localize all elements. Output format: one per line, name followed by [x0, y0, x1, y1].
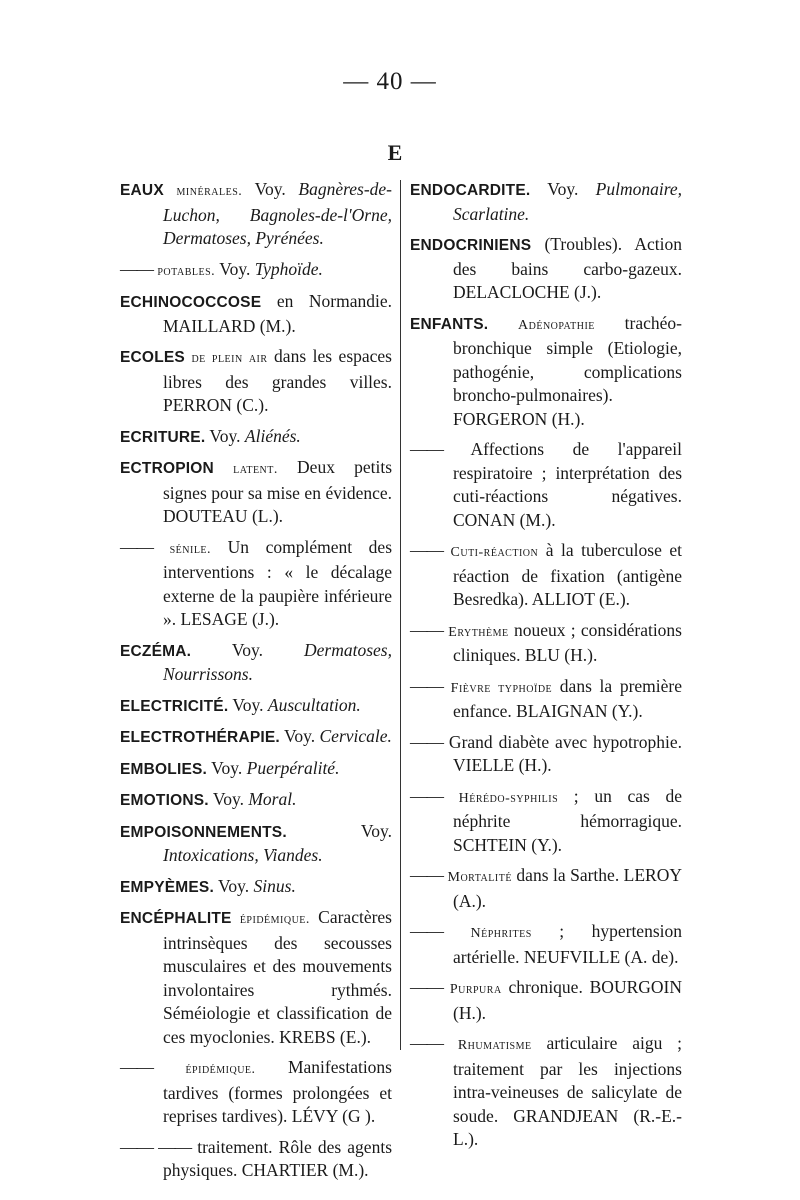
entry-reference: Bagnères-de-Luchon, Bagnoles-de-l'Orne, Dermatoses, Pyrénées. [163, 179, 392, 248]
entry-reference: Aliénés. [244, 425, 301, 446]
index-entry [120, 725, 392, 750]
entry-dash: —— [410, 785, 443, 806]
entry-body: dans la première enfance. BLAIGNAN (Y.). [453, 675, 682, 721]
entry-reference: Typhoïde. [254, 258, 323, 279]
entry-reference: Puerpéralité. [246, 757, 340, 778]
entry-body: noueux ; considérations cliniques. BLU (H.). [453, 619, 682, 665]
entry-body: Voy. [215, 258, 255, 279]
left-column [120, 178, 392, 1190]
entry-body: Voy. [286, 820, 392, 841]
entry-body: Voy. [207, 757, 247, 778]
index-entry [120, 536, 392, 632]
entry-term: EMOTIONS. [120, 792, 209, 809]
entry-dash: —— [410, 675, 443, 696]
index-entry [410, 864, 682, 913]
entry-subterm: Rhumatisme [457, 1038, 532, 1053]
entry-term: ENCÉPHALITE [120, 910, 232, 927]
entry-term: ECRITURE. [120, 428, 206, 446]
entry-body: Manifestations tardives (formes prolongées et reprises tardives). LÉVY (G ). [163, 1057, 392, 1126]
index-entry [120, 639, 392, 687]
entry-body: Voy. [228, 694, 268, 715]
index-entry [120, 1136, 392, 1183]
entry-body: chronique. BOURGOIN (H.). [453, 977, 682, 1023]
index-entry [120, 1056, 392, 1129]
index-entry [410, 785, 682, 858]
index-entry [120, 906, 392, 1049]
entry-subterm: Néphrites [470, 926, 532, 941]
index-entry [410, 539, 682, 612]
section-letter: E [387, 140, 403, 165]
entry-body: articulaire aigu ; traitement par les injections intra-veineuses de salicylate de soude. GRANDJEAN (R.-E.-L.). [453, 1033, 683, 1149]
entry-subterm: minérales. [176, 184, 243, 199]
entry-reference: Sinus. [253, 875, 296, 896]
index-entry [120, 788, 392, 813]
index-entry [410, 976, 682, 1025]
entry-reference: Pulmonaire, Scarlatine. [453, 179, 682, 224]
page-number: — 40 — [343, 68, 437, 95]
entry-body: trachéo-bronchique simple (Etiologie, pathogénie, complications broncho-pulmonaires). FORGERON (H.). [453, 312, 682, 429]
entry-body: Voy. [208, 789, 249, 809]
entry-dash: —— [410, 921, 443, 941]
index-entry [410, 1032, 682, 1152]
entry-body: Voy. [191, 639, 305, 660]
index-entry [120, 290, 392, 338]
entry-dash: —— [410, 865, 443, 885]
index-entry [410, 233, 682, 305]
entry-body: dans les espaces libres des grandes villes. PERRON (C.). [163, 346, 392, 415]
entry-term: EAUX [120, 182, 164, 199]
entry-dash: —— [120, 1057, 153, 1077]
entry-term: ENDOCRINIENS [410, 237, 532, 254]
entry-body: traitement. Rôle des agents physiques. CHARTIER (M.). [163, 1136, 393, 1180]
entry-reference: Intoxications, Viandes. [163, 845, 323, 865]
entry-dash: —— [120, 258, 153, 279]
entry-term: ELECTRICITÉ. [120, 697, 229, 715]
entry-body: ; un cas de néphrite hémorragique. SCHTEIN (Y.). [453, 785, 682, 855]
index-entry [120, 178, 392, 251]
entry-body: en Normandie. MAILLARD (M.). [163, 291, 392, 336]
entry-body: Voy. [530, 179, 596, 199]
entry-term: EMPYÈMES. [120, 878, 214, 896]
entry-subterm: Hérédo-syphilis [458, 790, 559, 806]
index-entry [120, 875, 392, 900]
entry-subterm: épidémique. [185, 1062, 256, 1077]
entry-body: Caractères intrinsèques des secousses musculaires et des mouvements involontaires rythmés. Séméiologie et classification de ces myoclonies. KREBS (E.). [163, 907, 392, 1047]
index-entry [120, 820, 392, 868]
entry-body: Deux petits signes pour sa mise en évidence. DOUTEAU (L.). [163, 457, 393, 526]
entry-dash: —— [410, 439, 443, 459]
entry-term: EMBOLIES. [120, 760, 208, 778]
index-entry [120, 456, 392, 529]
entry-body: Grand diabète avec hypotrophie. VIELLE (H.). [443, 731, 682, 775]
entry-subterm: Adénopathie [518, 317, 595, 333]
index-entry [120, 345, 392, 418]
index-entry [410, 731, 682, 778]
entry-body: Voy. [279, 726, 320, 746]
entry-subterm: de plein air [191, 351, 268, 366]
index-entry [410, 675, 682, 724]
entry-term: ECHINOCOCCOSE [120, 294, 262, 311]
entry-term: ENFANTS. [410, 315, 489, 333]
index-entry [410, 178, 682, 226]
entry-subterm: Cuti-réaction [450, 545, 539, 560]
entry-dash: —— [410, 619, 443, 640]
index-entry [410, 438, 682, 532]
entry-body: Voy. [213, 875, 254, 896]
index-entry [410, 920, 682, 969]
index-entry [120, 694, 392, 719]
index-entry [120, 757, 392, 782]
entry-body: à la tuberculose et réaction de fixation (antigène Besredka). ALLIOT (E.). [453, 540, 682, 609]
entry-body: ; hypertension artérielle. NEUFVILLE (A. de). [453, 921, 682, 967]
entry-term: ECOLES [120, 349, 185, 366]
entry-subterm: Purpura [449, 982, 502, 997]
entry-subterm: Erythème [448, 624, 509, 640]
entry-subterm: sénile. [169, 541, 212, 557]
entry-dash: —— [410, 731, 443, 752]
entry-body: Voy. [205, 425, 245, 446]
entry-subterm: Fièvre typhoïde [450, 680, 553, 696]
entry-dash: —— [410, 977, 443, 997]
entry-subterm: potables. [157, 263, 216, 279]
index-entry [410, 312, 682, 432]
index-entry [120, 425, 392, 450]
entry-dash: —— [120, 536, 153, 557]
index-entry [120, 258, 392, 284]
entry-subterm: épidémique. [239, 912, 310, 927]
entry-reference: Dermatoses, Nourrissons. [163, 639, 392, 684]
entry-body: (Troubles). Action des bains carbo-gazeux. DELACLOCHE (J.). [453, 234, 682, 302]
entry-subterm: latent. [233, 462, 278, 477]
entry-dash: —— [410, 1033, 443, 1053]
entry-term: ELECTROTHÉRAPIE. [120, 729, 280, 746]
entry-term: EMPOISONNEMENTS. [120, 823, 287, 841]
entry-term: ECTROPION [120, 460, 214, 477]
entry-term: ECZÉMA. [120, 642, 192, 660]
entry-body: Un complément des interventions : « le décalage externe de la paupière inférieure ». LESAGE (J.). [163, 536, 393, 629]
entry-body: dans la Sarthe. LEROY (A.). [453, 865, 683, 911]
index-entry [410, 619, 682, 668]
entry-body: Voy. [242, 179, 299, 199]
entry-reference: Moral. [248, 789, 297, 809]
entry-dash: —— —— [120, 1136, 192, 1157]
column-divider [400, 180, 401, 1050]
right-column [410, 178, 682, 1159]
entry-reference: Auscultation. [267, 694, 361, 715]
entry-body: Affections de l'appareil respiratoire ; interprétation des cuti-réactions négatives. CONAN (M.). [443, 439, 682, 530]
entry-subterm: Mortalité [447, 870, 512, 885]
entry-term: ENDOCARDITE. [410, 182, 531, 199]
entry-dash: —— [410, 540, 443, 560]
entry-reference: Cervicale. [319, 726, 392, 746]
